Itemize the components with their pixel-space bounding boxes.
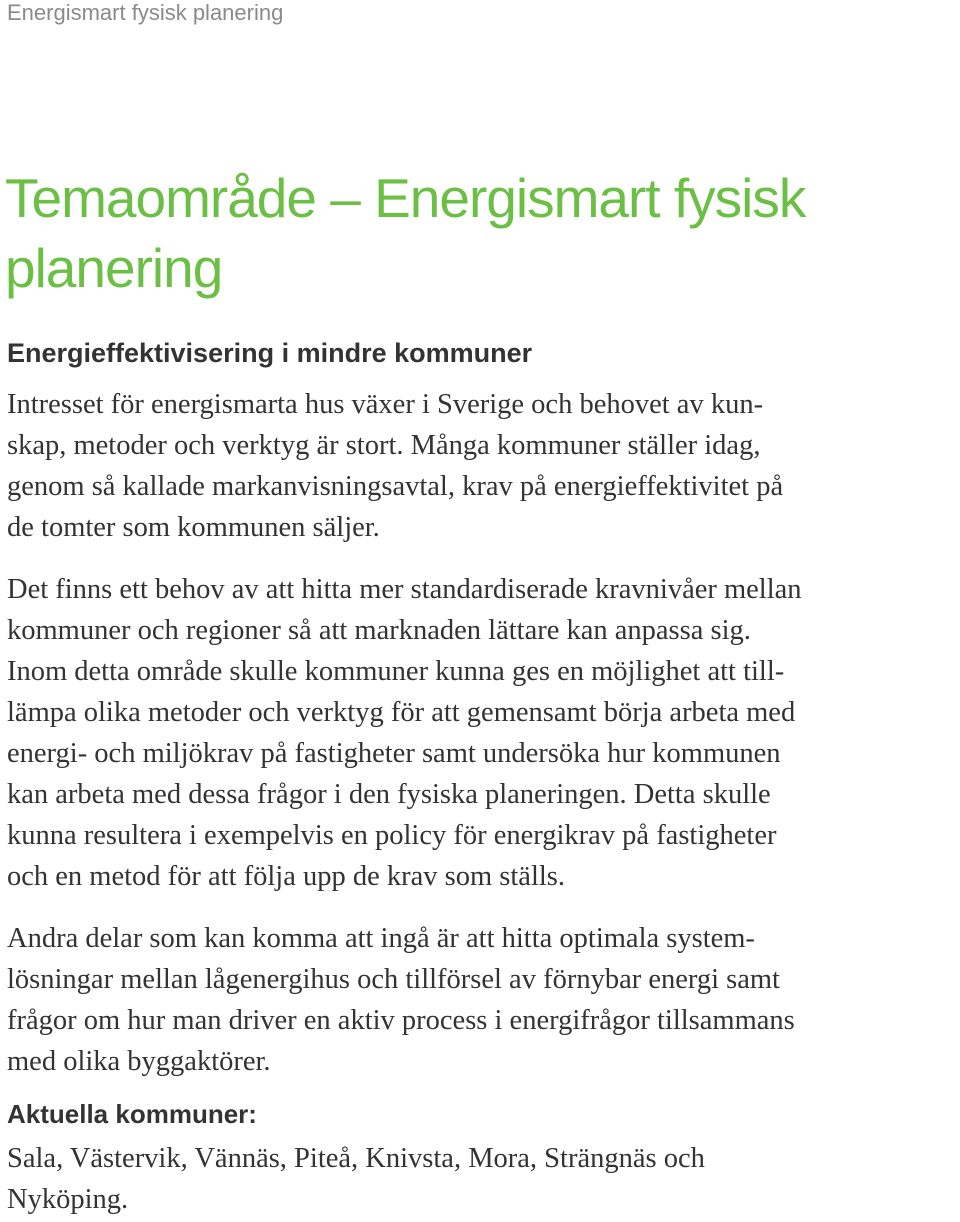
requirements-paragraph (7, 569, 955, 897)
text-line: lämpa olika metoder och verktyg för att gemensamt börja arbeta med (7, 697, 796, 728)
page-title-line: planering (5, 237, 223, 299)
text-line: de tomter som kommunen säljer. (7, 512, 380, 543)
text-line: genom så kallade markanvisningsavtal, krav på energieffektivitet på (7, 471, 784, 502)
text-line: skap, metoder och verktyg är stort. Många kommuner ställer idag, (7, 430, 761, 461)
text-line: lösningar mellan lågenergihus och tillförsel av förnybar energi samt (7, 964, 780, 995)
text-line: kan arbeta med dessa frågor i den fysiska planeringen. Detta skulle (7, 779, 771, 810)
running-header: Energismart fysisk planering (7, 0, 284, 25)
text-line: Inom detta område skulle kommuner kunna ges en möjlighet att till- (7, 656, 785, 687)
text-line: kunna resultera i exempelvis en policy för energikrav på fastigheter (7, 820, 777, 851)
text-line: Det finns ett behov av att hitta mer standardiserade kravnivåer mellan (7, 574, 802, 605)
municipalities-heading: Aktuella kommuner: (7, 1099, 257, 1129)
text-line: Sala, Västervik, Vännäs, Piteå, Knivsta, Mora, Strängnäs och (7, 1143, 705, 1174)
intro-paragraph (7, 384, 955, 548)
text-line: och en metod för att följa upp de krav som ställs. (7, 861, 565, 892)
text-line: Intresset för energismarta hus växer i Sverige och behovet av kun- (7, 389, 764, 420)
text-line: kommuner och regioner så att marknaden lättare kan anpassa sig. (7, 615, 751, 646)
text-line: energi- och miljökrav på fastigheter samt undersöka hur kommunen (7, 738, 781, 769)
section-heading: Energieffektivisering i mindre kommuner (7, 338, 533, 368)
municipalities-list (7, 1138, 955, 1220)
page-title-line: Temaområde – Energismart fysisk (5, 167, 806, 229)
page-title (5, 163, 950, 303)
text-line: med olika byggaktörer. (7, 1046, 271, 1077)
text-line: Nyköping. (7, 1184, 129, 1215)
text-line: frågor om hur man driver en aktiv process i energifrågor tillsammans (7, 1005, 795, 1036)
text-line: Andra delar som kan komma att ingå är att hitta optimala system- (7, 923, 755, 954)
system-solutions-paragraph (7, 918, 955, 1082)
